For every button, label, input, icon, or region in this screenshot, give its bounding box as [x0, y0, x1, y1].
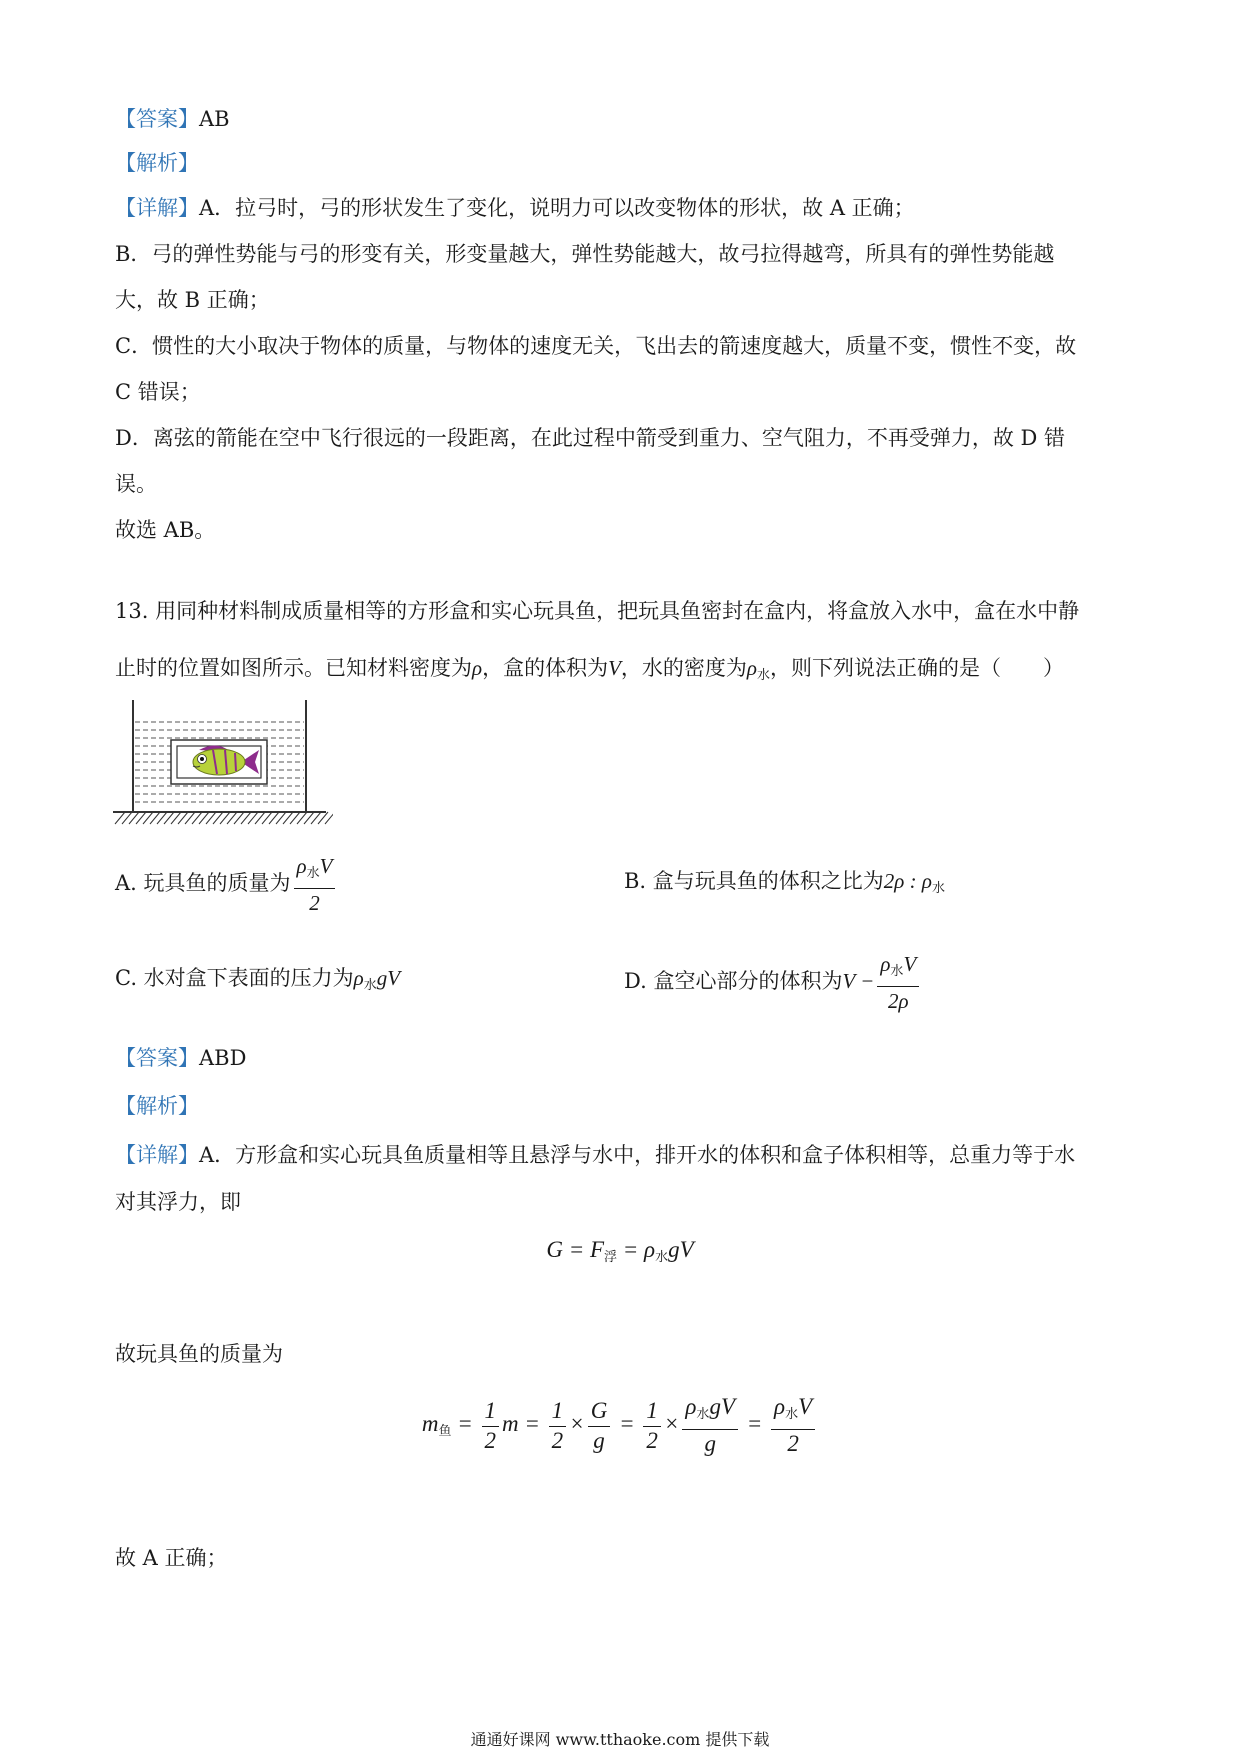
detail-line-1 [115, 193, 915, 223]
option-text: B. 盒与玩具鱼的体积之比为 [624, 869, 884, 893]
water-subscript: 水 [931, 881, 945, 896]
detail-line-7: 误。 [115, 472, 157, 496]
water-subscript: 水 [757, 668, 771, 683]
volume-symbol: V [798, 1394, 813, 1419]
solution-detail-2: 对其浮力，即 [115, 1190, 241, 1214]
footer-text: 通通好课网 www.tthaoke.com 提供下载 [470, 1730, 770, 1749]
option-text: A. 玩具鱼的质量为 [115, 871, 291, 895]
solution-analysis-tag: 【解析】 [115, 1094, 199, 1118]
gv-expr: gV [376, 966, 401, 990]
option-a-fraction [294, 852, 336, 917]
float-subscript: 浮 [604, 1249, 618, 1264]
solution-detail-3: 故玩具鱼的质量为 [115, 1342, 283, 1366]
detail-line-5: C 错误； [115, 380, 201, 404]
option-c [115, 963, 400, 1001]
option-text: C. 水对盒下表面的压力为 [115, 966, 354, 990]
water-subscript: 水 [655, 1249, 669, 1264]
rho-symbol: ρ [353, 966, 364, 990]
equals: = [524, 1410, 540, 1436]
water-subscript: 水 [696, 1406, 710, 1421]
option-b [624, 866, 945, 904]
detail-line-8: 故选 AB。 [115, 518, 216, 542]
mass-symbol: m [421, 1410, 439, 1436]
ground-hatch [115, 812, 333, 824]
denominator: g [704, 1431, 716, 1456]
answer-line [115, 104, 230, 134]
question-stem-2 [115, 653, 1064, 691]
stem-text: 止时的位置如图所示。已知材料密度为 [115, 656, 472, 680]
equation-fish-mass [0, 1393, 1240, 1458]
rho-symbol: ρ [880, 952, 891, 976]
detail-line-6: D．离弦的箭能在空中飞行很远的一段距离，在此过程中箭受到重力、空气阻力，不再受弹力，故 D 错 [115, 426, 1066, 450]
detail-tag: 【详解】 [115, 1143, 199, 1167]
stem-text: ，水的密度为 [620, 656, 747, 680]
rho-symbol: ρ [472, 656, 483, 680]
answer-tag: 【答案】 [115, 1046, 199, 1070]
denominator: 2 [551, 1427, 564, 1453]
denominator: 2 [309, 891, 320, 915]
detail-line-4: C．惯性的大小取决于物体的质量，与物体的速度无关，飞出去的箭速度越大，质量不变，惯性不变，故 [115, 334, 1077, 358]
solution-answer-line [115, 1043, 246, 1073]
detail-text: A．拉弓时，弓的形状发生了变化，说明力可以改变物体的形状，故 A 正确； [199, 196, 915, 220]
denominator: g [593, 1427, 605, 1453]
option-d [624, 950, 922, 1015]
equals: = [457, 1410, 473, 1436]
numerator: G [588, 1397, 611, 1427]
rho-symbol: ρ [746, 656, 758, 680]
times-sign: × [569, 1410, 585, 1436]
mass-symbol: m [502, 1410, 519, 1436]
option-a [115, 852, 338, 917]
volume-symbol: V [903, 952, 917, 976]
detail-text: A．方形盒和实心玩具鱼质量相等且悬浮与水中，排开水的体积和盒子体积相等，总重力等于水 [199, 1143, 1076, 1167]
water-subscript: 水 [785, 1406, 799, 1421]
stem-text: ，则下列说法正确的是（ ） [770, 656, 1065, 680]
v-minus-expr: V − [842, 969, 875, 993]
solution-detail-1 [115, 1140, 1075, 1170]
eq-rhs: = ρ [622, 1237, 656, 1262]
denominator: 2 [646, 1427, 658, 1453]
solution-detail-4: 故 A 正确； [115, 1546, 228, 1570]
water-subscript: 水 [306, 865, 320, 880]
denominator: 2 [484, 1427, 496, 1453]
answer-tag: 【答案】 [115, 107, 199, 131]
times-sign: × [663, 1410, 680, 1436]
volume-symbol: V [608, 656, 621, 680]
answer-value: AB [199, 107, 230, 131]
equals: = [619, 1410, 635, 1436]
numerator: 1 [549, 1397, 567, 1427]
gv-expr: gV [668, 1237, 694, 1262]
fish-subscript: 鱼 [438, 1422, 452, 1438]
denominator: 2 [787, 1431, 799, 1456]
gv-expr: gV [709, 1394, 735, 1419]
rho-symbol: ρ [296, 854, 307, 878]
equation-buoyancy [0, 1237, 1240, 1265]
numerator: 1 [482, 1397, 500, 1427]
water-subscript: 水 [890, 963, 904, 978]
detail-line-3: 大，故 B 正确； [115, 288, 270, 312]
answer-value: ABD [199, 1046, 247, 1070]
option-text: D. 盒空心部分的体积为 [624, 969, 843, 993]
option-d-fraction [877, 950, 919, 1015]
analysis-tag: 【解析】 [115, 151, 199, 175]
detail-line-2: B．弓的弹性势能与弓的形变有关，形变量越大，弹性势能越大，故弓拉得越弯，所具有的弹性势能越 [115, 242, 1055, 266]
eq-lhs: G = F [546, 1237, 605, 1262]
denominator: 2ρ [888, 989, 909, 1013]
stem-text: ，盒的体积为 [482, 656, 609, 680]
figure-box-in-water [113, 700, 333, 830]
rho-symbol: ρ [685, 1394, 697, 1419]
ratio-expr: 2ρ : ρ [883, 869, 932, 893]
numerator: 1 [643, 1397, 661, 1427]
rho-symbol: ρ [774, 1394, 786, 1419]
volume-symbol: V [319, 854, 333, 878]
water-subscript: 水 [363, 978, 377, 993]
question-stem-1: 13. 用同种材料制成质量相等的方形盒和实心玩具鱼，把玩具鱼密封在盒内，将盒放入水中，盒在水中静 [115, 599, 1080, 623]
equals: = [746, 1410, 763, 1436]
detail-tag: 【详解】 [115, 196, 199, 220]
